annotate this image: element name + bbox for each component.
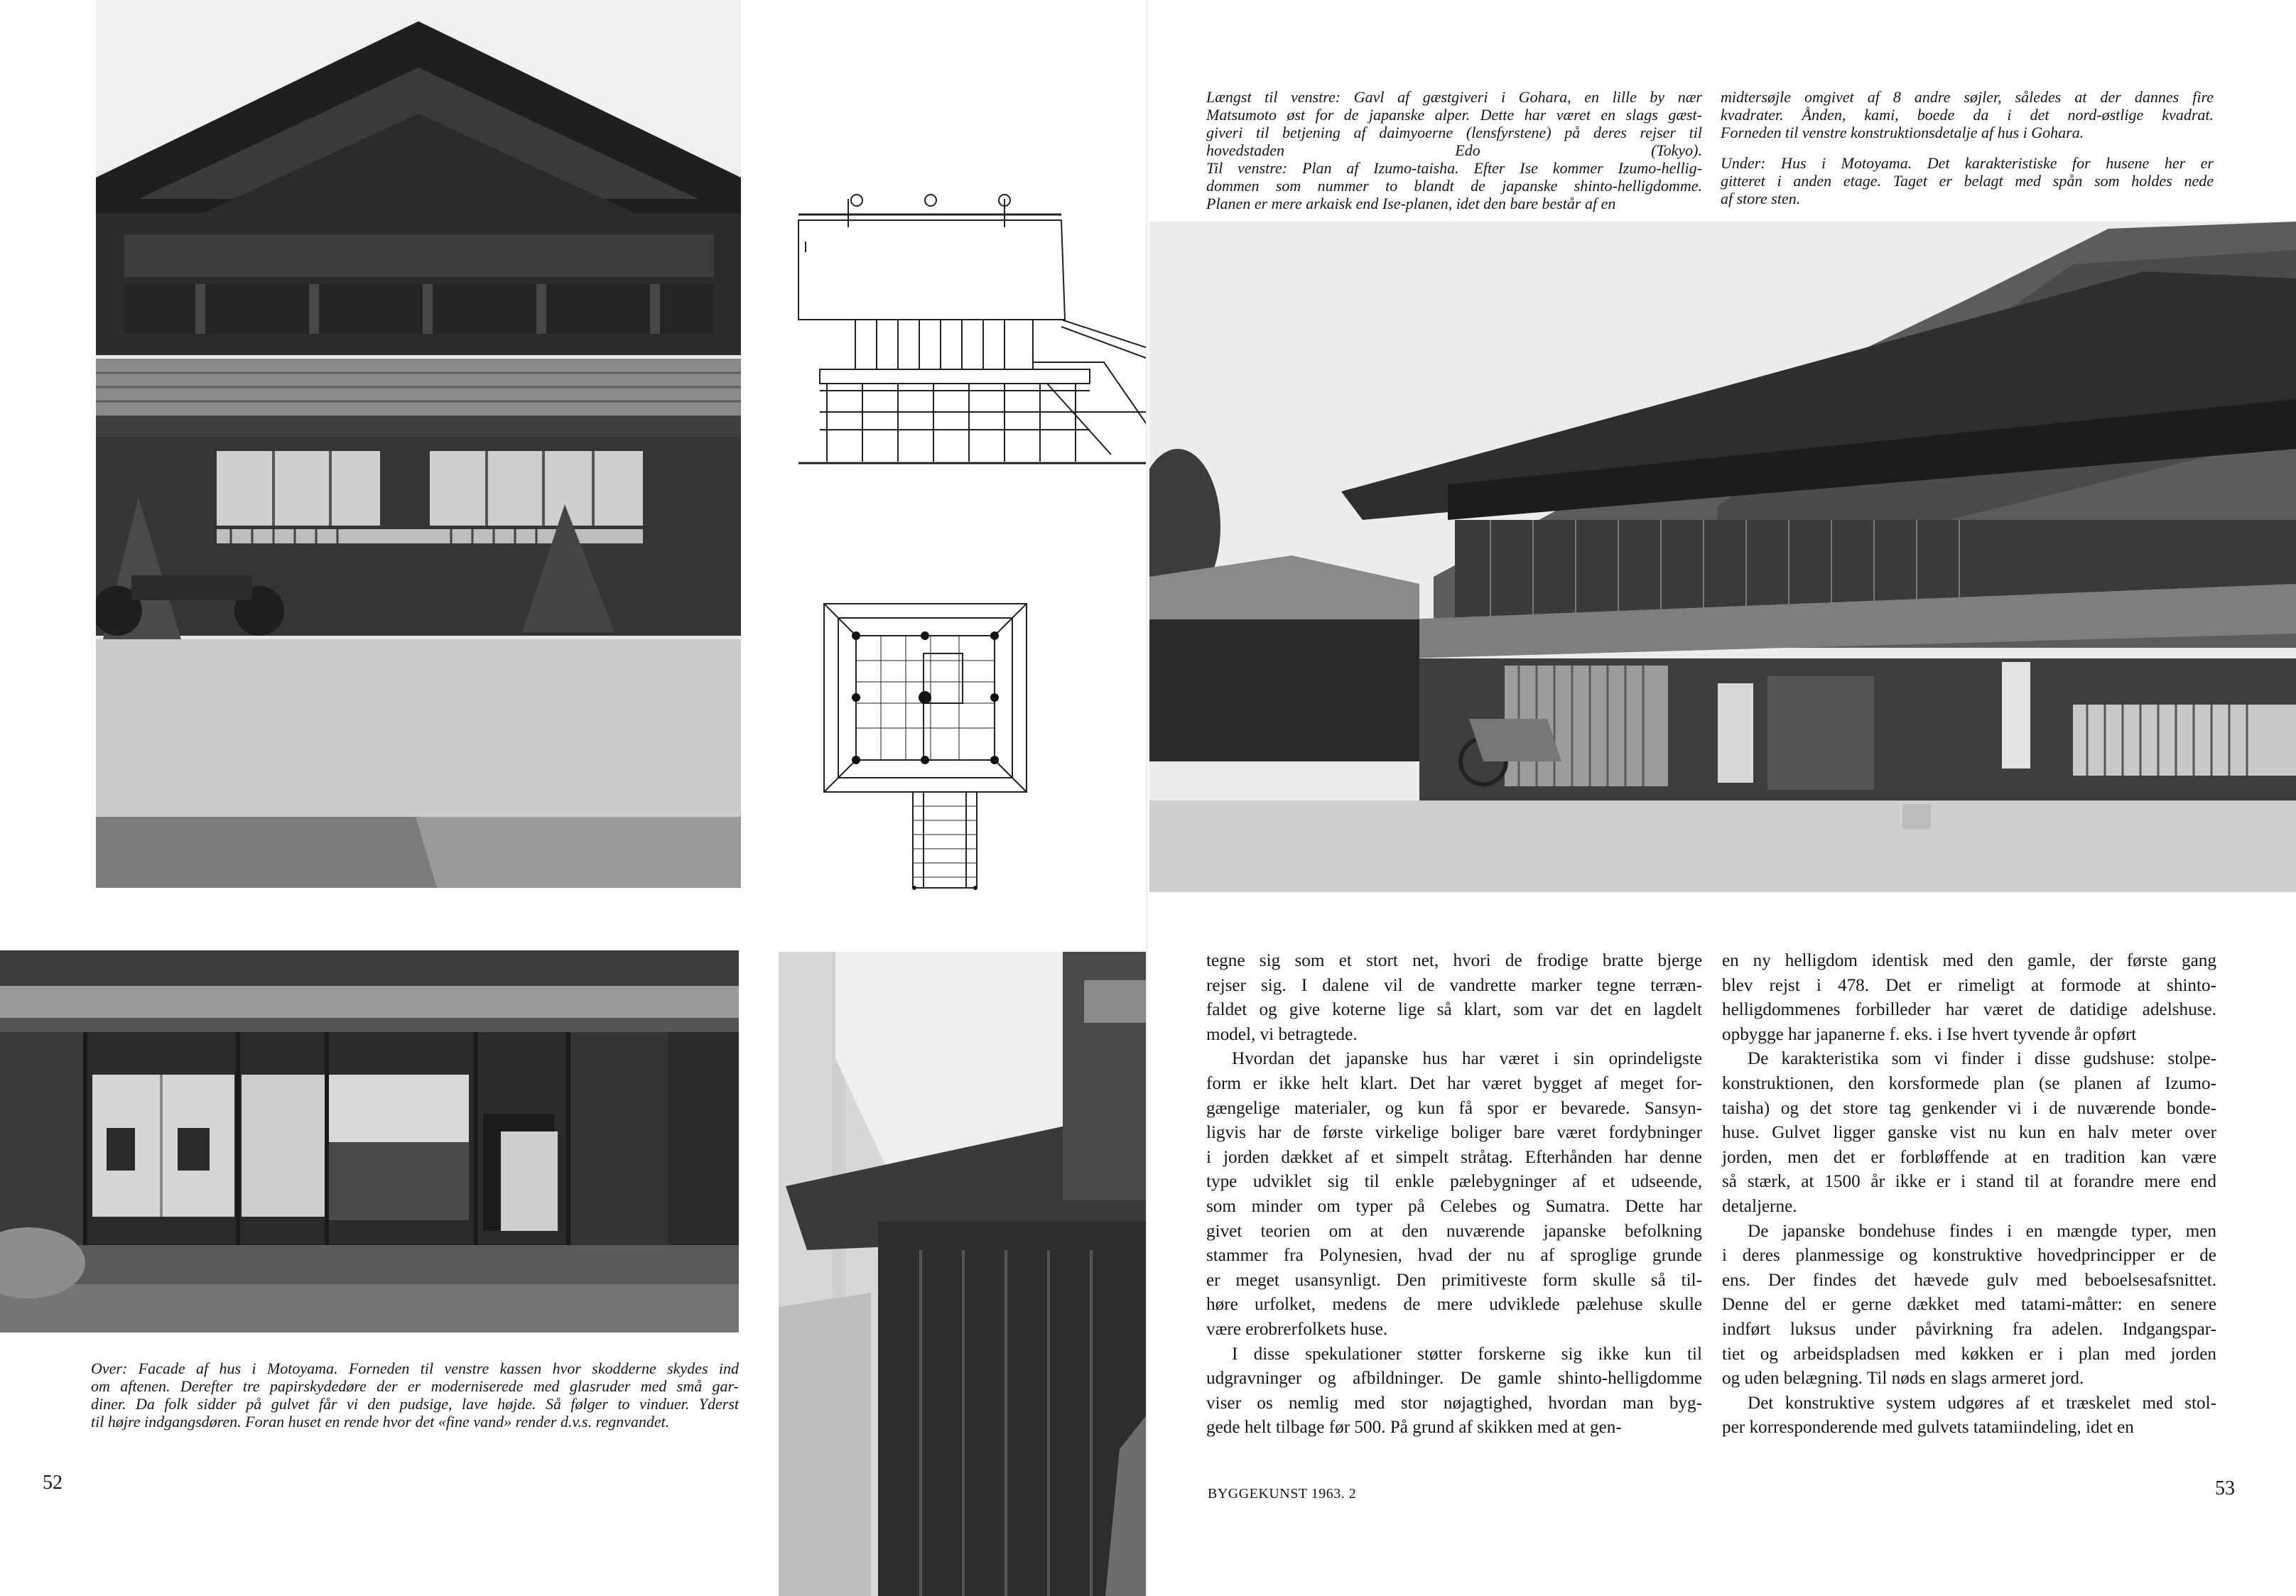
text-line: stammer fra Polynesien, hvad der nu af sproglige grunde (1206, 1246, 1702, 1266)
page-number-right: 53 (2215, 1477, 2235, 1499)
caption-top-right (1721, 88, 2214, 207)
text-line: rejser sig. I dalene vil de vandrette marker tegne terræn- (1206, 975, 1702, 995)
caption-line: Planen er mere arkaisk end Ise-planen, idet den bare består af en (1206, 195, 1616, 212)
text-line: type udviklet sig til enkle pælebygninger af et udseende, (1206, 1172, 1702, 1192)
caption-line: af store sten. (1721, 190, 1801, 207)
text-line: helligdommenes forbilleder har været de datidige adelshuse. (1722, 1000, 2216, 1020)
caption-line: giveri til betjening af daimyoerne (lensfyrstene) på deres rejser til (1206, 124, 1702, 141)
caption-top-right-part-a (1721, 88, 2214, 141)
photo-gohara-inn-gable (96, 0, 741, 888)
text-line: Hvordan det japanske hus har været i sin oprindeligste (1232, 1049, 1702, 1069)
caption-line: gitteret i anden etage. Taget er belagt med spån som holdes nede (1721, 172, 2214, 190)
caption-top-right-part-b (1721, 154, 2214, 207)
text-line: faldet og give koterne lige så klart, som var det en lagdelt (1206, 1000, 1702, 1020)
caption-line: hovedstaden Edo (Tokyo). (1206, 141, 1702, 159)
gohara-inn-illustration (96, 0, 741, 888)
drawing-izumo-elevation (777, 185, 1148, 469)
text-line: og uden belægning. Til nøds en slags armeret jord. (1722, 1369, 2084, 1389)
text-line: tegne sig som et stort net, hvori de frodige bratte bjerge (1206, 951, 1702, 970)
text-line: som minder om typer på Celebes og Sumatra. Dette har (1206, 1196, 1702, 1216)
text-line: De japanske bondehuse findes i en mængde typer, men (1748, 1221, 2216, 1241)
paragraph (1206, 1342, 1702, 1440)
text-line: huse. Gulvet ligger ganske vist nu kun en halv meter over (1722, 1123, 2216, 1143)
photo-gohara-construction-detail (779, 952, 1148, 1596)
text-line: så stærk, at 1500 år ikke er i stand til at forandre mere end (1722, 1172, 2216, 1192)
running-footer: BYGGEKUNST 1963. 2 (1208, 1486, 1357, 1502)
text-line: blev rejst i 478. Det er rimeligt at formode at shinto- (1722, 975, 2216, 995)
caption-line: dommen som nummer to blandt de japanske shinto-helligdomme. (1206, 177, 1702, 195)
plan-line-drawing (817, 597, 1044, 895)
text-line: De karakteristika som vi finder i disse gudshuse: stolpe- (1748, 1049, 2216, 1069)
photo-motoyama-house (1149, 222, 2296, 892)
right-page (1148, 0, 2296, 1596)
text-line: en ny helligdom identisk med den gamle, der første gang (1722, 951, 2216, 970)
text-line: form er ikke helt klart. Det har været bygget af meget for- (1206, 1073, 1702, 1093)
caption-line: midtersøjle omgivet af 8 andre søjler, således at der dannes fire (1721, 88, 2214, 106)
page-number-left: 52 (43, 1472, 63, 1494)
paragraph (1722, 1047, 2216, 1219)
text-line: taisha) og det store tag genkender vi i de nuværende bonde- (1722, 1098, 2216, 1118)
paragraph (1722, 1220, 2216, 1391)
elevation-line-drawing (777, 185, 1148, 469)
text-line: I disse spekulationer støtter forskerne sig ikke kun til (1232, 1344, 1702, 1364)
text-line: opbygge har japanerne f. eks. i Ise hvert tyvende år opført (1722, 1024, 2137, 1044)
text-line: ens. Der findes det hævede gulv med beboelsesafsnittet. (1722, 1270, 2216, 1290)
caption-top-left (1206, 88, 1702, 212)
paragraph (1722, 1391, 2216, 1440)
text-line: givet teorien om at den nuværende japanske befolkning (1206, 1221, 1702, 1241)
paragraph (1206, 949, 1702, 1047)
drawing-izumo-plan (817, 597, 1044, 895)
text-line: er meget usansynligt. Den primitiveste form skulle så til- (1206, 1270, 1702, 1290)
gohara-detail-illustration (779, 952, 1148, 1596)
caption-line: Forneden til venstre konstruktionsdetalje af hus i Gohara. (1721, 124, 2084, 141)
text-line: Denne del er gerne dækket med tatami-måtter: en senere (1722, 1295, 2216, 1315)
paragraph (1206, 1047, 1702, 1342)
caption-line: om aftenen. Derefter tre papirskydedøre der er moderniserede med glasruder med små gar- (91, 1377, 739, 1395)
caption-line: Længst til venstre: Gavl af gæstgiveri i Gohara, en lille by nær (1206, 88, 1702, 106)
body-column-left (1206, 949, 1702, 1440)
text-line: ligvis har de første virkelige boliger bare været fordybninger (1206, 1123, 1702, 1143)
text-line: gede helt tilbage før 500. På grund af skikken med at gen- (1206, 1418, 1622, 1438)
caption-line: Til venstre: Plan af Izumo-taisha. Efter Ise kommer Izumo-hellig- (1206, 159, 1702, 177)
text-line: model, vi betragtede. (1206, 1024, 1358, 1044)
caption-line: kvadrater. Ånden, kami, boede da i det nord-østlige kvadrat. (1721, 106, 2214, 124)
caption-line: Matsumoto øst for de japanske alper. Dette har været en slags gæst- (1206, 106, 1702, 124)
photo-motoyama-facade (0, 950, 739, 1332)
motoyama-house-illustration (1149, 222, 2296, 892)
caption-motoyama-facade (91, 1359, 739, 1431)
text-line: udgravninger og afbildninger. De gamle shinto-helligdomme (1206, 1369, 1702, 1389)
text-line: indført luksus under påvirkning fra adelen. Indgangspar- (1722, 1319, 2216, 1339)
paragraph (1722, 949, 2216, 1047)
body-column-right (1722, 949, 2216, 1440)
text-line: i deres planmessige og konstruktive hovedprincipper er de (1722, 1246, 2216, 1266)
text-line: være erobrerfolkets huse. (1206, 1319, 1388, 1339)
text-line: detaljerne. (1722, 1196, 1797, 1216)
text-line: høre urfolket, medens de mere udviklede pælehuse skulle (1206, 1295, 1702, 1315)
text-line: gængelige materialer, og kun få spor er bevarede. Sansyn- (1206, 1098, 1702, 1118)
caption-line: Under: Hus i Motoyama. Det karakteristiske for husene her er (1721, 154, 2214, 172)
caption-line: til højre indgangsdøren. Foran huset en rende hvor det «fine vand» render d.v.s. regnvandet. (91, 1413, 670, 1431)
text-line: viser os nemlig med stor nøjagtighed, hvordan man byg- (1206, 1393, 1702, 1413)
text-line: jorden, men det er forbløffende at en tradition kan være (1722, 1147, 2216, 1167)
text-line: i jorden dækket af et simpelt stråtag. Efterhånden har denne (1206, 1147, 1702, 1167)
caption-line: diner. Da folk sidder på gulvet får vi den pudsige, lave højde. Så følger to vinduer. Yderst (91, 1395, 739, 1413)
text-line: konstruktionen, den korsformede plan (se planen af Izumo- (1722, 1073, 2216, 1093)
text-line: Det konstruktive system udgøres af et træskelet med stol- (1748, 1393, 2216, 1413)
text-line: per korresponderende med gulvets tatamiindeling, idet en (1722, 1418, 2134, 1438)
text-line: tiet og arbeidspladsen med køkken er i plan med jorden (1722, 1344, 2216, 1364)
motoyama-facade-illustration (0, 950, 739, 1332)
caption-line: Over: Facade af hus i Motoyama. Forneden til venstre kassen hvor skodderne skydes ind (91, 1359, 739, 1377)
